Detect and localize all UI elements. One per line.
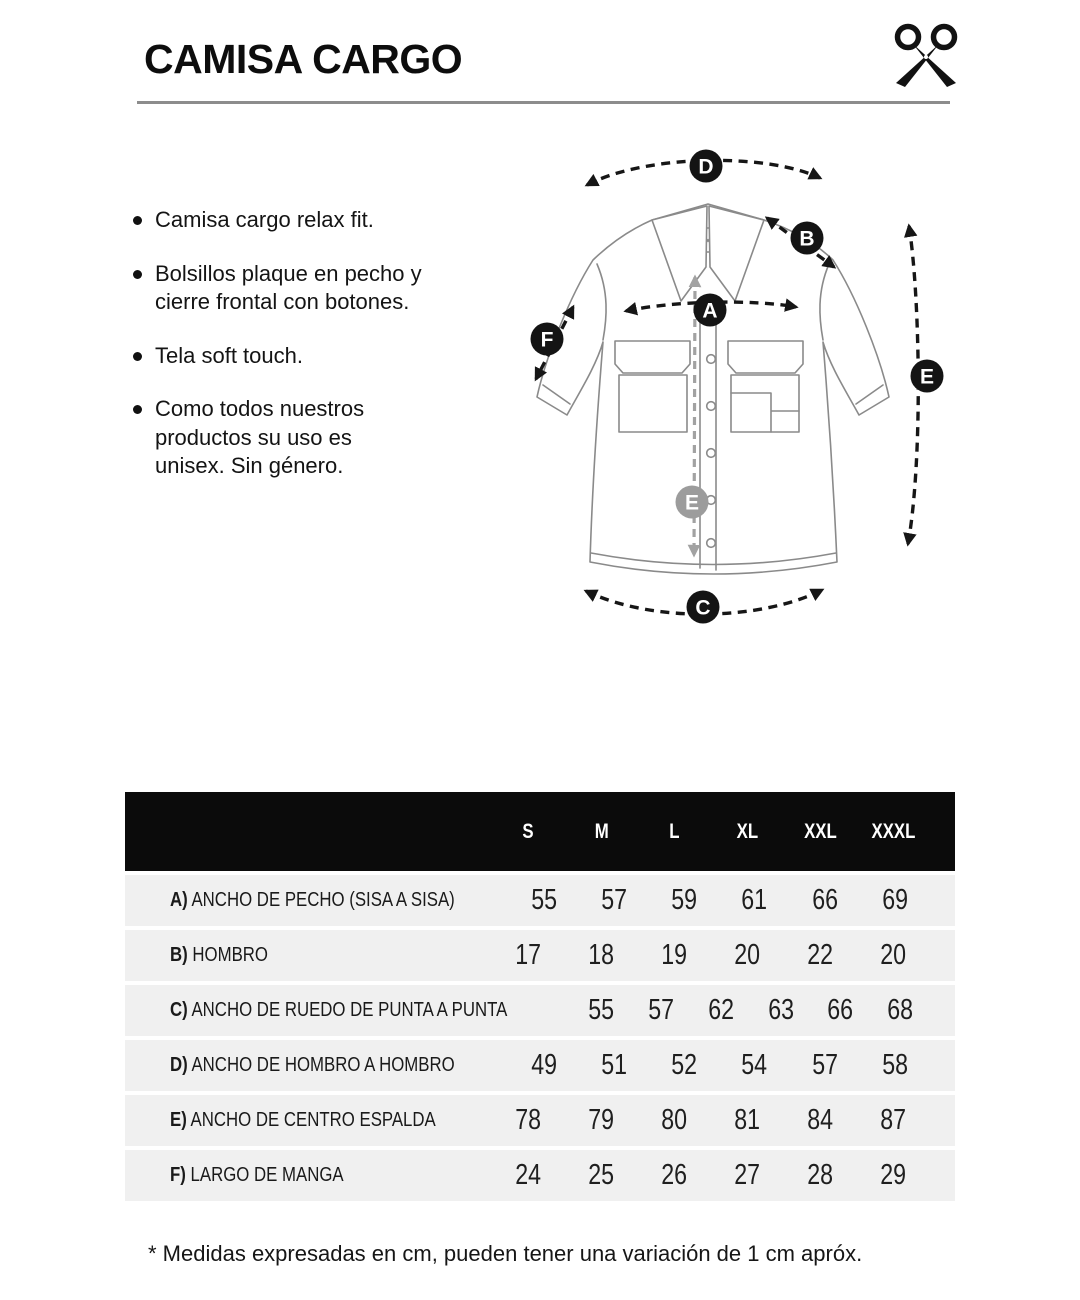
value-cell: 55: [588, 994, 615, 1026]
footnote: * Medidas expresadas en cm, pueden tener una variación de 1 cm apróx.: [148, 1241, 863, 1266]
value-cell: 57: [811, 1049, 838, 1081]
row-label: [125, 889, 509, 912]
size-col-label: S: [522, 819, 535, 843]
marker-b: [791, 222, 824, 255]
value-cell: 28: [807, 1159, 834, 1191]
shirt-measurement-diagram: [500, 130, 980, 640]
bullet-dot: [133, 405, 142, 414]
value-cell: 19: [661, 939, 688, 971]
table-row-c: [125, 985, 955, 1036]
row-key: D): [170, 1054, 188, 1076]
row-label: [125, 999, 572, 1022]
feature-item: [133, 206, 423, 235]
table-row-b: [125, 930, 955, 981]
value-cell: 18: [588, 939, 615, 971]
size-col-label: XXL: [804, 819, 837, 843]
marker-d: [690, 150, 723, 183]
marker-e-center-label: E: [684, 491, 700, 515]
value-cell: 63: [767, 994, 794, 1026]
size-col-l: [638, 820, 711, 844]
value-cell: 66: [811, 884, 838, 916]
bullet-dot: [133, 270, 142, 279]
value-cell: 17: [515, 939, 542, 971]
value-cell: 61: [741, 884, 768, 916]
value-cell: 62: [707, 994, 734, 1026]
marker-a: [694, 294, 727, 327]
value-cell: 55: [531, 884, 557, 916]
feature-item: [133, 260, 423, 317]
value-cell: 52: [671, 1049, 698, 1081]
size-col-xxxl: [857, 820, 930, 844]
marker-f: [531, 323, 564, 356]
title-divider: [137, 101, 950, 104]
marker-c-label: C: [695, 596, 711, 620]
marker-c: [687, 591, 720, 624]
value-cell: 20: [734, 939, 761, 971]
marker-e-center: [676, 486, 709, 519]
value-cell: 49: [531, 1049, 557, 1081]
size-table: [125, 792, 955, 1201]
table-row-f: [125, 1150, 955, 1201]
table-row-a: [125, 875, 955, 926]
row-measure-name: LARGO DE MANGA: [190, 1164, 344, 1186]
bullet-dot: [133, 352, 142, 361]
size-col-xxl: [784, 820, 857, 844]
row-label: [125, 1109, 492, 1132]
row-label: [125, 1164, 492, 1187]
row-measure-name: ANCHO DE RUEDO DE PUNTA A PUNTA: [191, 999, 508, 1021]
size-table-header: [125, 792, 955, 871]
marker-f-label: F: [540, 328, 554, 352]
value-cell: 68: [887, 994, 914, 1026]
value-cell: 81: [734, 1104, 761, 1136]
marker-a-label: A: [702, 299, 718, 323]
row-measure-name: ANCHO DE HOMBRO A HOMBRO: [191, 1054, 455, 1076]
feature-text: Bolsillos plaque en pecho y cierre frontal con botones.: [155, 260, 422, 314]
row-label: [125, 944, 492, 967]
value-cell: 57: [648, 994, 675, 1026]
scissors-icon: [883, 22, 969, 92]
size-col-label: L: [669, 819, 680, 843]
table-row-e: [125, 1095, 955, 1146]
value-cell: 69: [882, 884, 908, 916]
page-title: CAMISA CARGO: [144, 36, 463, 82]
value-cell: 20: [880, 939, 907, 971]
row-label: [125, 1054, 509, 1077]
value-cell: 24: [515, 1159, 542, 1191]
value-cell: 66: [827, 994, 854, 1026]
row-measure-name: ANCHO DE CENTRO ESPALDA: [190, 1109, 436, 1131]
feature-text: Camisa cargo relax fit.: [155, 207, 374, 232]
marker-b-label: B: [799, 227, 815, 251]
row-key: F): [170, 1164, 186, 1186]
marker-d-label: D: [698, 155, 714, 179]
value-cell: 58: [881, 1049, 908, 1081]
size-col-label: XXXL: [871, 819, 916, 843]
value-cell: 80: [661, 1104, 688, 1136]
value-cell: 22: [807, 939, 834, 971]
value-cell: 87: [880, 1104, 907, 1136]
feature-text: Como todos nuestros productos su uso es unisex. Sin género.: [155, 396, 365, 478]
row-key: E): [170, 1109, 187, 1131]
row-measure-name: ANCHO DE PECHO (SISA A SISA): [191, 889, 455, 911]
value-cell: 54: [741, 1049, 768, 1081]
feature-text: Tela soft touch.: [155, 342, 303, 368]
value-cell: 78: [515, 1104, 542, 1136]
value-cell: 59: [671, 884, 698, 916]
value-cell: 26: [661, 1159, 688, 1191]
marker-e-side-label: E: [919, 365, 935, 389]
value-cell: 29: [880, 1159, 907, 1191]
row-key: C): [170, 999, 188, 1021]
value-cell: 57: [601, 884, 628, 916]
size-col-m: [565, 820, 638, 844]
table-row-d: [125, 1040, 955, 1091]
value-cell: 51: [601, 1049, 628, 1081]
bullet-dot: [133, 216, 142, 225]
size-col-xl: [711, 820, 784, 844]
value-cell: 84: [807, 1104, 834, 1136]
size-col-label: M: [594, 819, 609, 843]
shirt-illustration: [537, 204, 889, 574]
row-key: B): [170, 944, 188, 966]
row-measure-name: HOMBRO: [192, 944, 269, 966]
marker-e-side: [911, 360, 944, 393]
feature-item: [133, 342, 423, 371]
value-cell: 79: [588, 1104, 615, 1136]
size-col-label: XL: [736, 819, 759, 843]
size-col-s: [492, 820, 565, 844]
value-cell: 27: [734, 1159, 761, 1191]
feature-item: [133, 395, 423, 481]
feature-list: [133, 206, 423, 506]
value-cell: 25: [588, 1159, 615, 1191]
row-key: A): [170, 889, 188, 911]
